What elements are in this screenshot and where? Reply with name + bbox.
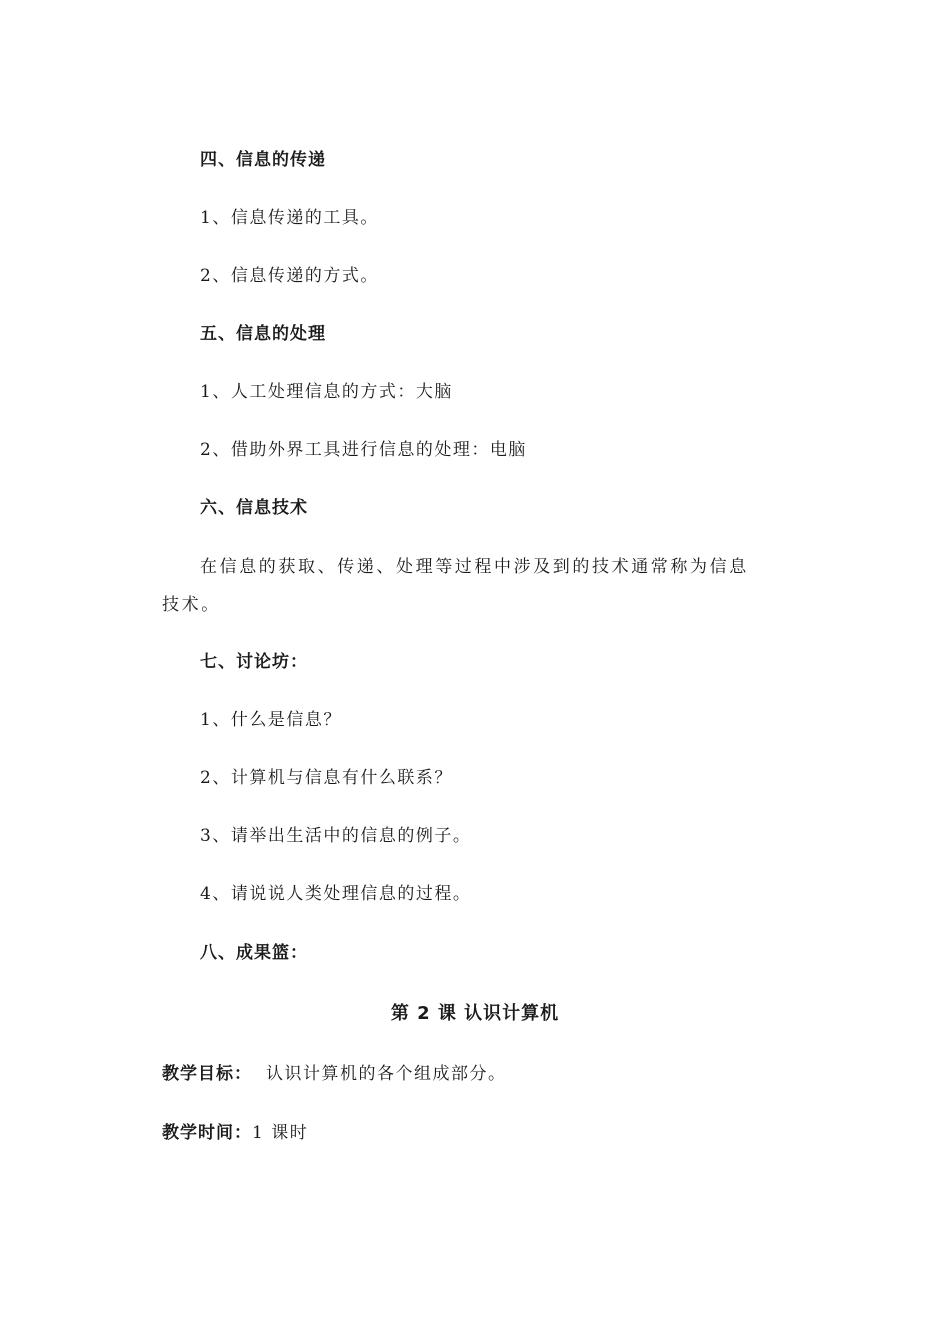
lesson-goal-row bbox=[162, 1063, 507, 1085]
list-item: 2、计算机与信息有什么联系？ bbox=[200, 768, 453, 788]
lesson-goal-text: 认识计算机的各个组成部分。 bbox=[266, 1064, 507, 1084]
list-item: 1、信息传递的工具。 bbox=[200, 208, 379, 228]
paragraph-info-technology: 在信息的获取、传递、处理等过程中涉及到的技术通常称为信息技术。 bbox=[162, 557, 749, 615]
section-heading-7: 七、讨论坊： bbox=[200, 652, 308, 672]
lesson-time-label: 教学时间： bbox=[162, 1123, 252, 1143]
list-item: 3、请举出生活中的信息的例子。 bbox=[200, 826, 472, 846]
section-heading-4: 四、信息的传递 bbox=[200, 150, 326, 170]
section-heading-6: 六、信息技术 bbox=[200, 498, 308, 518]
list-item: 2、借助外界工具进行信息的处理：电脑 bbox=[200, 440, 527, 460]
list-item: 1、人工处理信息的方式：大脑 bbox=[200, 382, 453, 402]
list-item: 4、请说说人类处理信息的过程。 bbox=[200, 884, 472, 904]
lesson-time-text: 1 课时 bbox=[252, 1123, 309, 1143]
section-heading-8: 八、成果篮： bbox=[200, 943, 308, 963]
lesson-title: 第 2 课 认识计算机 bbox=[390, 1003, 560, 1024]
list-item: 2、信息传递的方式。 bbox=[200, 266, 379, 286]
section-heading-5: 五、信息的处理 bbox=[200, 324, 326, 344]
list-item: 1、什么是信息？ bbox=[200, 710, 342, 730]
lesson-time-row bbox=[162, 1122, 308, 1144]
lesson-goal-label: 教学目标： bbox=[162, 1064, 252, 1084]
